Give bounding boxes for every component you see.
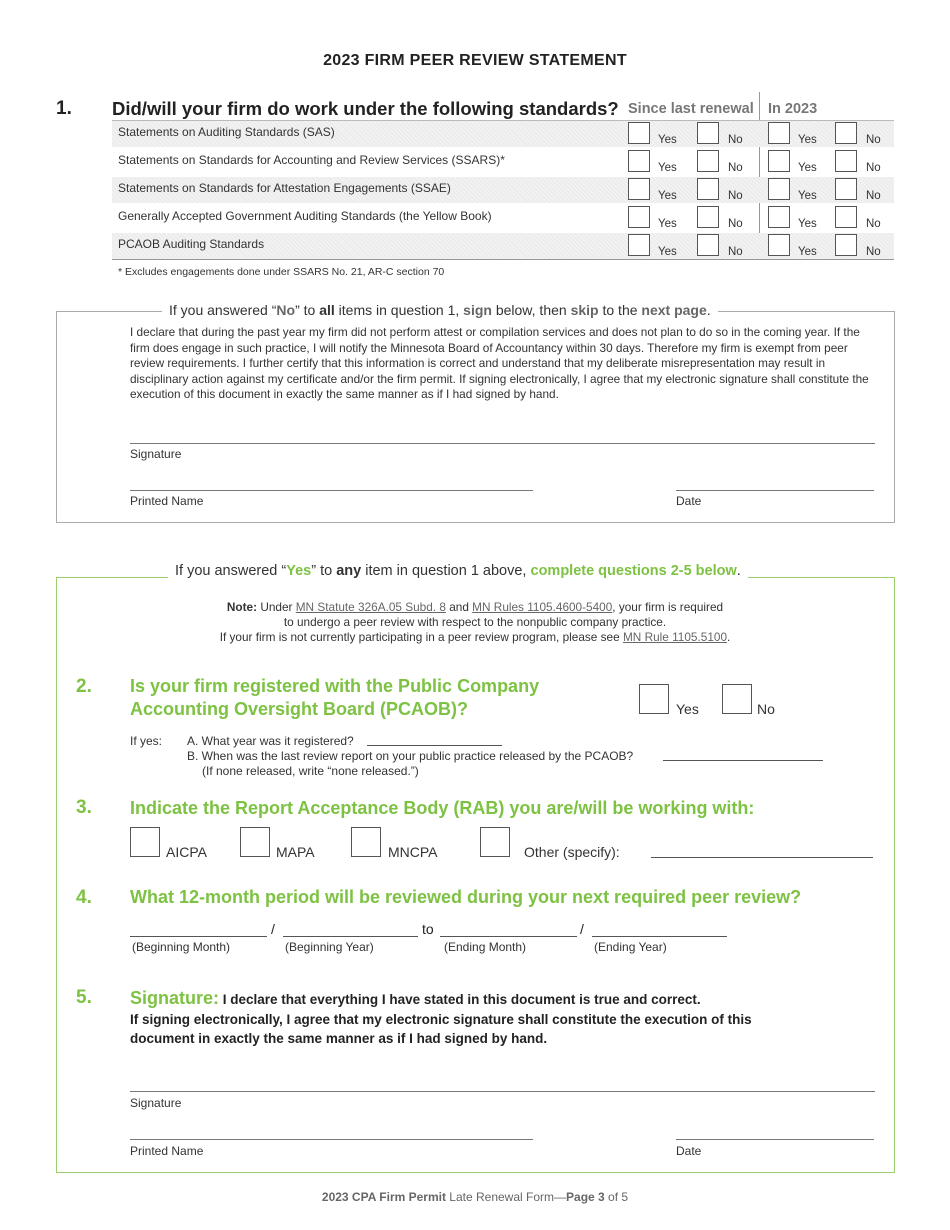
since-renewal-no-checkbox[interactable]	[697, 150, 719, 172]
in-2023-yes-checkbox[interactable]	[768, 206, 790, 228]
footer-page: Page 3	[566, 1190, 605, 1204]
since-renewal-yes-checkbox[interactable]	[628, 206, 650, 228]
note-text: to undergo a peer review with respect to the nonpublic company practice.	[283, 615, 667, 629]
date-field-1[interactable]	[676, 490, 874, 491]
yes-answer-box	[56, 577, 895, 1173]
yes-label: Yes	[658, 218, 677, 230]
footer-year: 2023 CPA	[321, 1190, 380, 1204]
to-label: to	[422, 921, 434, 937]
note-text: If your firm is not currently participating in a peer review program, please see	[219, 630, 623, 644]
pcaob-no-label: No	[757, 701, 775, 717]
question-5-heading: Signature:	[130, 988, 220, 1008]
since-renewal-yes-checkbox[interactable]	[628, 178, 650, 200]
no-label: No	[866, 190, 881, 202]
since-renewal-yes-checkbox[interactable]	[628, 234, 650, 256]
note-text: and	[445, 600, 473, 614]
pcaob-yes-checkbox[interactable]	[639, 684, 669, 714]
no-label: No	[728, 134, 743, 146]
no-label: No	[728, 162, 743, 174]
legend-any: any	[336, 563, 362, 579]
since-renewal-yes-checkbox[interactable]	[628, 122, 650, 144]
legend-text: below, then	[491, 302, 571, 318]
question-5-number: 5.	[76, 987, 92, 1008]
question-2-number: 2.	[76, 676, 92, 697]
printed-name-field-2[interactable]	[130, 1139, 533, 1140]
legend-next-page: next page	[641, 302, 707, 318]
legend-text: If you answered “	[169, 302, 277, 318]
legend-complete: complete questions 2-5 below	[530, 563, 737, 579]
printed-name-label-2: Printed Name	[130, 1144, 204, 1158]
printed-name-field-1[interactable]	[130, 490, 533, 491]
question-2a: A. What year was it registered?	[187, 734, 354, 748]
ending-month-label: (Ending Month)	[444, 940, 527, 954]
in-2023-no-checkbox[interactable]	[835, 150, 857, 172]
standard-label: Generally Accepted Government Auditing Standards (the Yellow Book)	[118, 209, 492, 223]
legend-text: ” to	[295, 302, 320, 318]
page-title: 2023 FIRM PEER REVIEW STATEMENT	[323, 52, 627, 69]
no-label: No	[866, 162, 881, 174]
legend-text: item in question 1 above,	[361, 563, 531, 579]
rab-aicpa-label: AICPA	[166, 844, 207, 860]
page-footer	[0, 1190, 950, 1204]
yes-label: Yes	[658, 246, 677, 258]
mn-statute-link[interactable]: MN Statute 326A.05 Subd. 8	[295, 600, 446, 614]
date-slash-1: /	[271, 921, 275, 937]
since-renewal-no-checkbox[interactable]	[697, 234, 719, 256]
standard-label: Statements on Auditing Standards (SAS)	[118, 125, 335, 139]
question-4-number: 4.	[76, 887, 92, 908]
column-since-last-renewal: Since last renewal	[628, 101, 754, 117]
ending-year-label: (Ending Year)	[594, 940, 667, 954]
legend-text: .	[736, 563, 741, 579]
yes-label: Yes	[798, 162, 817, 174]
beginning-year-field[interactable]	[283, 936, 418, 937]
question-2b: B. When was the last review report on your public practice released by the PCAOB?	[187, 749, 634, 763]
yes-label: Yes	[798, 190, 817, 202]
legend-text: If you answered “	[175, 563, 287, 579]
yes-label: Yes	[798, 218, 817, 230]
yes-answer-legend	[168, 563, 748, 579]
in-2023-no-checkbox[interactable]	[835, 122, 857, 144]
in-2023-no-checkbox[interactable]	[835, 206, 857, 228]
legend-skip: skip	[570, 302, 599, 318]
yes-label: Yes	[798, 246, 817, 258]
signature-statement-2: If signing electronically, I agree that my electronic signature shall constitute the execution of this	[130, 1012, 752, 1027]
date-label-2: Date	[676, 1144, 702, 1158]
in-2023-yes-checkbox[interactable]	[768, 122, 790, 144]
no-label: No	[728, 218, 743, 230]
question-2-line-1: Is your firm registered with the Public Company	[130, 676, 540, 696]
yes-label: Yes	[658, 134, 677, 146]
footer-firm-permit: Firm Permit	[379, 1190, 446, 1204]
legend-text: to the	[598, 302, 642, 318]
rab-mncpa-label: MNCPA	[388, 844, 438, 860]
standard-label: PCAOB Auditing Standards	[118, 237, 265, 251]
ending-year-field[interactable]	[592, 936, 727, 937]
footnote: * Excludes engagements done under SSARS No. 21, AR-C section 70	[118, 266, 445, 278]
question-3-heading: Indicate the Report Acceptance Body (RAB) you are/will be working with:	[130, 798, 755, 818]
note-text: , your firm is required	[612, 600, 724, 614]
rab-other-checkbox[interactable]	[480, 827, 510, 857]
rab-mapa-label: MAPA	[276, 844, 315, 860]
legend-text: items in question 1,	[334, 302, 464, 318]
registration-year-field[interactable]	[367, 745, 502, 746]
no-label: No	[728, 190, 743, 202]
mn-rules-link[interactable]: MN Rules 1105.4600-5400	[472, 600, 613, 614]
review-report-date-field[interactable]	[663, 760, 823, 761]
yes-label: Yes	[798, 134, 817, 146]
signature-statement-1: I declare that everything I have stated in this document is true and correct.	[219, 992, 701, 1007]
pcaob-yes-label: Yes	[676, 701, 699, 717]
note-text: Under	[257, 600, 296, 614]
pcaob-no-checkbox[interactable]	[722, 684, 752, 714]
since-renewal-no-checkbox[interactable]	[697, 178, 719, 200]
ending-month-field[interactable]	[440, 936, 577, 937]
standard-label: Statements on Standards for Accounting and Review Services (SSARS)*	[118, 153, 505, 167]
since-renewal-yes-checkbox[interactable]	[628, 150, 650, 172]
table-bottom-rule	[112, 259, 894, 260]
no-label: No	[866, 218, 881, 230]
beginning-month-label: (Beginning Month)	[132, 940, 231, 954]
beginning-month-field[interactable]	[130, 936, 267, 937]
standard-label: Statements on Standards for Attestation Engagements (SSAE)	[118, 181, 451, 195]
question-2-line-2: Accounting Oversight Board (PCAOB)?	[130, 699, 469, 719]
legend-all: all	[319, 302, 335, 318]
signature-label-1: Signature	[130, 447, 182, 461]
question-4-heading: What 12-month period will be reviewed during your next required peer review?	[130, 887, 802, 907]
since-renewal-no-checkbox[interactable]	[697, 122, 719, 144]
signature-field-1[interactable]	[130, 443, 875, 444]
date-field-2[interactable]	[676, 1139, 874, 1140]
no-work-declaration: I declare that during the past year my firm did not perform attest or compilation services and does not plan to do so in the coming year. If the firm does engage in such practice, I will notify the Minnesota Board of Accountancy within 30 days. Therefore my firm is exempt from peer review requirements. I further certify that this information is correct and understand that my deliberate misrepresentation may result in disciplinary action against my certificate and/or the firm permit. If signing electronically, I agree that my electronic signature shall constitute the execution of this document in exactly the same manner as if I had signed by hand.	[130, 325, 869, 401]
no-answer-legend	[162, 302, 718, 318]
no-label: No	[728, 246, 743, 258]
question-2b-note: (If none released, write “none released.”)	[202, 764, 419, 778]
signature-label-2: Signature	[130, 1096, 182, 1110]
footer-page-total: of 5	[604, 1190, 629, 1204]
rab-aicpa-checkbox[interactable]	[130, 827, 160, 857]
legend-yes: Yes	[286, 563, 312, 579]
rab-mncpa-checkbox[interactable]	[351, 827, 381, 857]
legend-no: No	[276, 302, 296, 318]
signature-field-2[interactable]	[130, 1091, 875, 1092]
rab-other-specify-field[interactable]	[651, 857, 873, 858]
date-slash-2: /	[580, 921, 584, 937]
question-1-text: Did/will your firm do work under the following standards?	[112, 98, 619, 119]
no-label: No	[866, 246, 881, 258]
in-2023-yes-checkbox[interactable]	[768, 234, 790, 256]
beginning-year-label: (Beginning Year)	[285, 940, 374, 954]
footer-form-name: Late Renewal Form—	[445, 1190, 567, 1204]
rab-other-label: Other (specify):	[524, 844, 620, 860]
yes-label: Yes	[658, 190, 677, 202]
in-2023-no-checkbox[interactable]	[835, 178, 857, 200]
note-text: .	[727, 630, 731, 644]
legend-text: .	[706, 302, 711, 318]
date-label-1: Date	[676, 494, 702, 508]
yes-label: Yes	[658, 162, 677, 174]
mn-rule-5100-link[interactable]: MN Rule 1105.5100	[622, 630, 728, 644]
question-2-heading	[130, 675, 539, 721]
legend-text: ” to	[311, 563, 337, 579]
column-in-2023: In 2023	[768, 101, 818, 117]
note-label: Note:	[226, 600, 258, 614]
in-2023-yes-checkbox[interactable]	[768, 150, 790, 172]
if-yes-label: If yes:	[130, 734, 163, 748]
no-label: No	[866, 134, 881, 146]
in-2023-yes-checkbox[interactable]	[768, 178, 790, 200]
question-5-text	[130, 987, 890, 1048]
question-1-number: 1.	[56, 98, 72, 119]
peer-review-note	[130, 600, 820, 645]
signature-statement-3: document in exactly the same manner as if I had signed by hand.	[130, 1031, 548, 1046]
question-3-number: 3.	[76, 797, 92, 818]
printed-name-label-1: Printed Name	[130, 494, 204, 508]
rab-mapa-checkbox[interactable]	[240, 827, 270, 857]
in-2023-no-checkbox[interactable]	[835, 234, 857, 256]
legend-sign: sign	[463, 302, 492, 318]
since-renewal-no-checkbox[interactable]	[697, 206, 719, 228]
